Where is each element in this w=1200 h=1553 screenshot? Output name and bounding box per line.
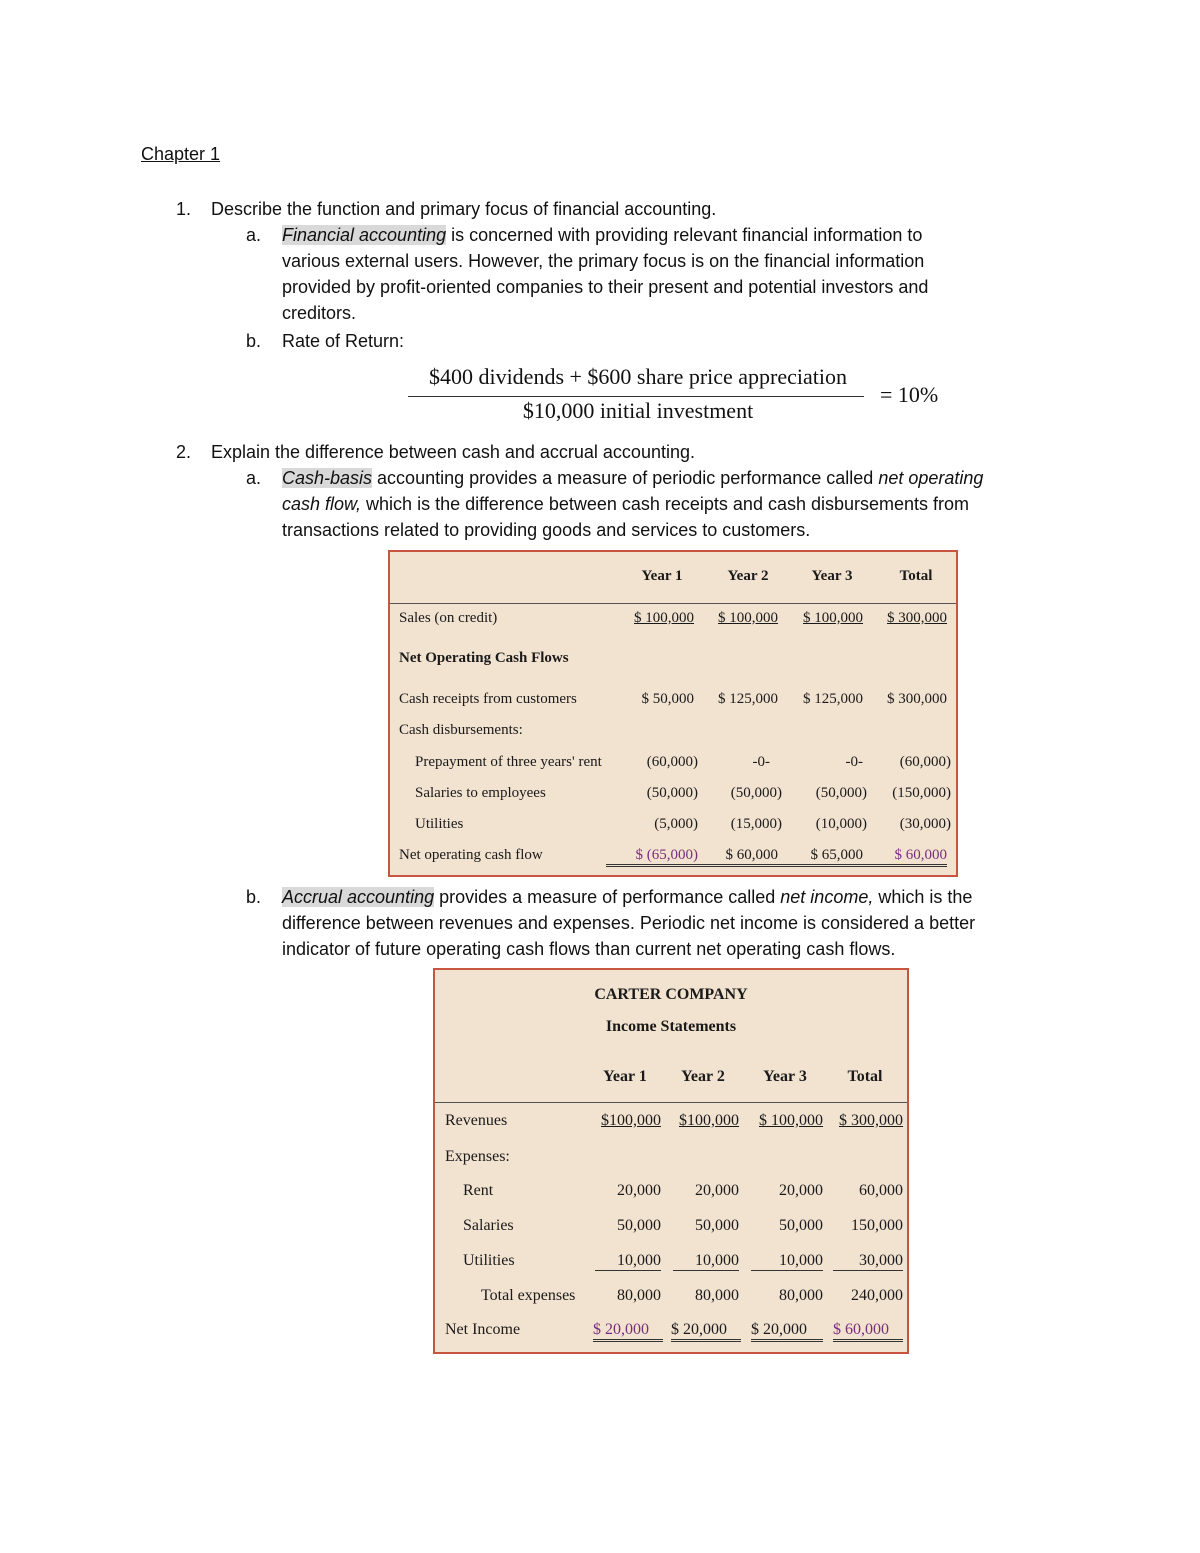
cell: (60,000)	[899, 754, 951, 770]
cash-flow-table	[388, 550, 958, 877]
row-label-net-operating-cash-flow: Net operating cash flow	[399, 847, 543, 863]
formula-numerator: $400 dividends + $600 share price appreciation	[428, 364, 848, 389]
cell: (50,000)	[815, 785, 867, 801]
cell: (50,000)	[646, 785, 698, 801]
cell: $ 300,000	[839, 1112, 903, 1129]
section-label-net-operating: Net Operating Cash Flows	[399, 650, 569, 666]
row-label-utilities: Utilities	[415, 816, 464, 832]
q1a-line3: provided by profit-oriented companies to their present and potential investors and	[282, 277, 929, 297]
cell: $ 60,000	[859, 847, 947, 867]
q2-text: Explain the difference between cash and accrual accounting.	[211, 442, 695, 462]
header-year-1: Year 1	[641, 568, 683, 584]
cell: 20,000	[779, 1182, 823, 1199]
cell: 80,000	[779, 1287, 823, 1304]
header-total: Total	[847, 1068, 883, 1085]
term-cash-basis: Cash-basis	[282, 468, 373, 488]
formula-denominator: $10,000 initial investment	[522, 398, 754, 423]
cell: -0-	[752, 754, 770, 770]
rate-of-return-formula	[408, 364, 948, 428]
q1-number: 1.	[176, 199, 192, 219]
cell: 80,000	[695, 1287, 739, 1304]
header-year-3: Year 3	[763, 1068, 807, 1085]
cell: $ 50,000	[641, 691, 694, 707]
cell: $ 20,000	[671, 1321, 741, 1342]
q2b-line2: difference between revenues and expenses. Periodic net income is considered a better	[282, 913, 976, 933]
row-label-receipts: Cash receipts from customers	[399, 691, 577, 707]
cell: 30,000	[833, 1252, 903, 1271]
cell: $ 100,000	[759, 1112, 823, 1129]
header-year-2: Year 2	[681, 1068, 725, 1085]
cell: $ 100,000	[634, 610, 694, 626]
q2b-marker: b.	[246, 887, 262, 907]
cell: (10,000)	[815, 816, 867, 832]
row-label-rent: Prepayment of three years' rent	[415, 754, 602, 770]
cell: (150,000)	[892, 785, 951, 801]
row-label-revenues: Revenues	[445, 1112, 508, 1129]
q2a-marker: a.	[246, 468, 262, 488]
cell: (5,000)	[654, 816, 698, 832]
cell: (60,000)	[646, 754, 698, 770]
cell: $ 100,000	[803, 610, 863, 626]
formula-result: = 10%	[880, 382, 939, 407]
cell: (50,000)	[730, 785, 782, 801]
cell: $ 60,000	[690, 847, 778, 867]
header-total: Total	[899, 568, 933, 584]
header-year-3: Year 3	[811, 568, 853, 584]
header-year-1: Year 1	[603, 1068, 647, 1085]
cell: 20,000	[617, 1182, 661, 1199]
cell: $100,000	[601, 1112, 661, 1129]
q1b-text: Rate of Return:	[282, 331, 405, 351]
cell: 50,000	[617, 1217, 661, 1234]
row-label-salaries: Salaries	[463, 1217, 514, 1234]
cell: 20,000	[695, 1182, 739, 1199]
cell: $ 100,000	[718, 610, 778, 626]
row-label-total-expenses: Total expenses	[481, 1287, 576, 1304]
q2a-line2: cash flow, which is the difference between cash receipts and cash disbursements from	[282, 494, 970, 514]
q2a-line1: Cash-basis accounting provides a measure of periodic performance called net operating	[282, 468, 984, 488]
cell: $ 125,000	[718, 691, 778, 707]
cell: $100,000	[679, 1112, 739, 1129]
cell: (30,000)	[899, 816, 951, 832]
q2a-line3: transactions related to providing goods and services to customers.	[282, 520, 811, 540]
q1a-line2: various external users. However, the primary focus is on the financial information	[282, 251, 925, 271]
q2-number: 2.	[176, 442, 192, 462]
cell: $ 20,000	[593, 1321, 663, 1342]
cell: $ 60,000	[833, 1321, 903, 1342]
chapter-title: Chapter 1	[141, 144, 221, 164]
cell: 50,000	[779, 1217, 823, 1234]
cell: $ 300,000	[887, 691, 947, 707]
row-label-utilities: Utilities	[463, 1252, 515, 1269]
q1a-line4: creditors.	[282, 303, 357, 323]
row-label-salaries: Salaries to employees	[415, 785, 546, 801]
cell: $ 300,000	[887, 610, 947, 626]
q2b-line3: indicator of future operating cash flows than current net operating cash flows.	[282, 939, 896, 959]
cell: 240,000	[851, 1287, 903, 1304]
company-name: CARTER COMPANY	[594, 986, 748, 1003]
cell: 60,000	[859, 1182, 903, 1199]
fraction-bar	[408, 396, 864, 397]
cell: 10,000	[751, 1252, 823, 1271]
q1a-marker: a.	[246, 225, 262, 245]
term-financial-accounting: Financial accounting	[282, 225, 447, 245]
cell: 10,000	[595, 1252, 661, 1271]
cell: 80,000	[617, 1287, 661, 1304]
header-rule	[435, 1102, 907, 1103]
q1a-line1: Financial accounting is concerned with providing relevant financial information to	[282, 225, 923, 245]
row-label-disbursements: Cash disbursements:	[399, 722, 523, 738]
row-label-sales: Sales (on credit)	[399, 610, 498, 626]
cell: $ 125,000	[803, 691, 863, 707]
cell: $ (65,000)	[606, 847, 698, 867]
cell: 50,000	[695, 1217, 739, 1234]
statement-subtitle: Income Statements	[605, 1018, 737, 1035]
cell: 150,000	[851, 1217, 903, 1234]
income-statement-table	[433, 968, 909, 1354]
header-rule	[390, 603, 956, 604]
row-label-expenses: Expenses:	[445, 1148, 510, 1165]
cell: $ 65,000	[775, 847, 863, 867]
row-label-rent: Rent	[463, 1182, 494, 1199]
row-label-net-income: Net Income	[445, 1321, 521, 1338]
cell: -0-	[845, 754, 863, 770]
cell: $ 20,000	[751, 1321, 823, 1342]
q1-text: Describe the function and primary focus of financial accounting.	[211, 199, 717, 219]
q2b-line1: Accrual accounting provides a measure of performance called net income, which is the	[282, 887, 973, 907]
cell: (15,000)	[730, 816, 782, 832]
term-accrual-accounting: Accrual accounting	[282, 887, 435, 907]
cell: 10,000	[673, 1252, 739, 1271]
header-year-2: Year 2	[727, 568, 769, 584]
q1b-marker: b.	[246, 331, 262, 351]
